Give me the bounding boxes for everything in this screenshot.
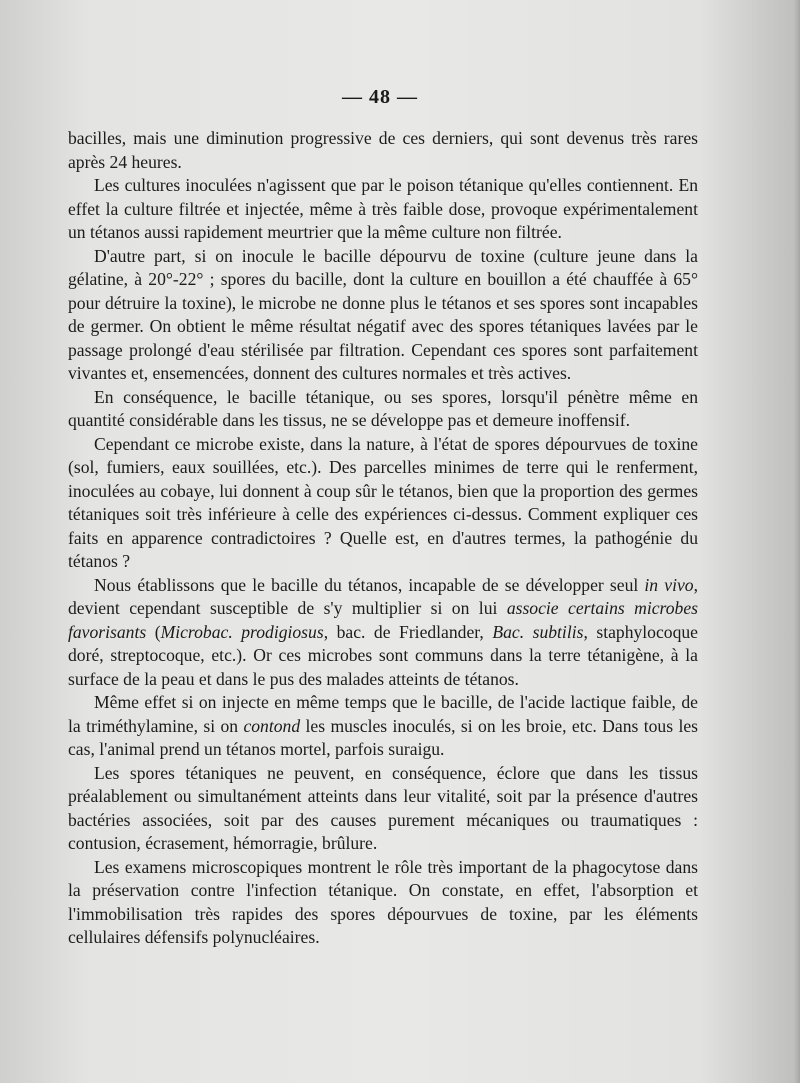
paragraph-6-part-i: , staphylocoque doré, streptocoque, etc.). Or ces microbes sont communs dans la terre tétanigène, à la surface de la peau et dans le pus des malades atteints de tétanos. <box>68 621 698 689</box>
paragraph-6-part-a: Nous établissons que le bacille du tétanos, incapable de se développer seul <box>94 574 645 595</box>
paragraph-6-italic-in-vivo: in vivo <box>644 574 694 595</box>
paragraph-6-italic-associe: associe certains microbes favorisants <box>68 598 698 642</box>
paragraph-6 <box>68 574 698 692</box>
paragraph-6-italic-microbac: Microbac. prodigiosus <box>160 621 324 642</box>
paragraph-6-part-g: , bac. de Friedlander, <box>323 621 493 642</box>
paragraph-8: Les spores tétaniques ne peuvent, en conséquence, éclore que dans les tissus préalablement ou simultanément atteints dans leur vitalité, soit par la présence d'autres bactéries associées, soit par des causes purement mécaniques ou traumatiques : contusion, écrasement, hémorragie, brûlure. <box>68 762 698 853</box>
paragraph-3: D'autre part, si on inocule le bacille dépourvu de toxine (culture jeune dans la gélatine, à 20°-22° ; spores du bacille, dont la culture en bouillon a été chauffée à 65° pour détruire la toxine), le microbe ne donne plus le tétanos et ses spores sont incapables de germer. On obtient le même résultat négatif avec des spores tétaniques lavées par le passage prolongé d'eau stérilisée par filtration. Cependant ces spores sont parfaitement vivantes et, ensemencées, donnent des cultures normales et très actives. <box>68 245 698 383</box>
paragraph-6-part-c: , devient cependant susceptible de s'y multiplier si on lui <box>68 574 698 618</box>
paragraph-7 <box>68 691 698 762</box>
page-edge-shadow <box>794 0 800 1083</box>
paragraph-2: Les cultures inoculées n'agissent que par le poison tétanique qu'elles contiennent. En effet la culture filtrée et injectée, même à très faible dose, provoque expérimentalement un tétanos aussi rapidement meurtrier que la même culture non filtrée. <box>68 175 698 242</box>
paragraph-6-part-e: ( <box>146 621 161 642</box>
paragraph-7-part-c: les muscles inoculés, si on les broie, etc. Dans tous les cas, l'animal prend un tétanos mortel, parfois suraigu. <box>68 715 698 759</box>
page-number: — 48 — <box>342 86 418 108</box>
paragraph-7-italic-contond: contond <box>243 715 301 736</box>
paragraph-5: Cependant ce microbe existe, dans la nature, à l'état de spores dépourvues de toxine (sol, fumiers, eaux souillées, etc.). Des parcelles minimes de terre qui le renferment, inoculées au cobaye, lui donnent à coup sûr le tétanos, bien que la proportion des germes tétaniques soit très inférieure à celle des expériences ci-dessus. Comment expliquer ces faits en apparence contradictoires ? Quelle est, en d'autres termes, la pathogénie du tétanos ? <box>68 433 698 571</box>
body-text <box>68 127 698 950</box>
paragraph-7-part-a: Même effet si on injecte en même temps que le bacille, de l'acide lactique faible, de la triméthylamine, si on <box>68 692 698 736</box>
paragraph-1: bacilles, mais une diminution progressive de ces derniers, qui sont devenus très rares après 24 heures. <box>68 128 698 172</box>
paragraph-9: Les examens microscopiques montrent le rôle très important de la phagocytose dans la préservation contre l'infection tétanique. On constate, en effet, l'absorption et l'immobilisation très rapides des spores dépourvues de toxine, par les éléments cellulaires défensifs polynucléaires. <box>68 856 698 947</box>
paragraph-6-italic-subtilis: Bac. subtilis <box>492 621 584 642</box>
paragraph-4: En conséquence, le bacille tétanique, ou ses spores, lorsqu'il pénètre même en quantité considérable dans les tissus, ne se développe pas et demeure inoffensif. <box>68 386 698 430</box>
